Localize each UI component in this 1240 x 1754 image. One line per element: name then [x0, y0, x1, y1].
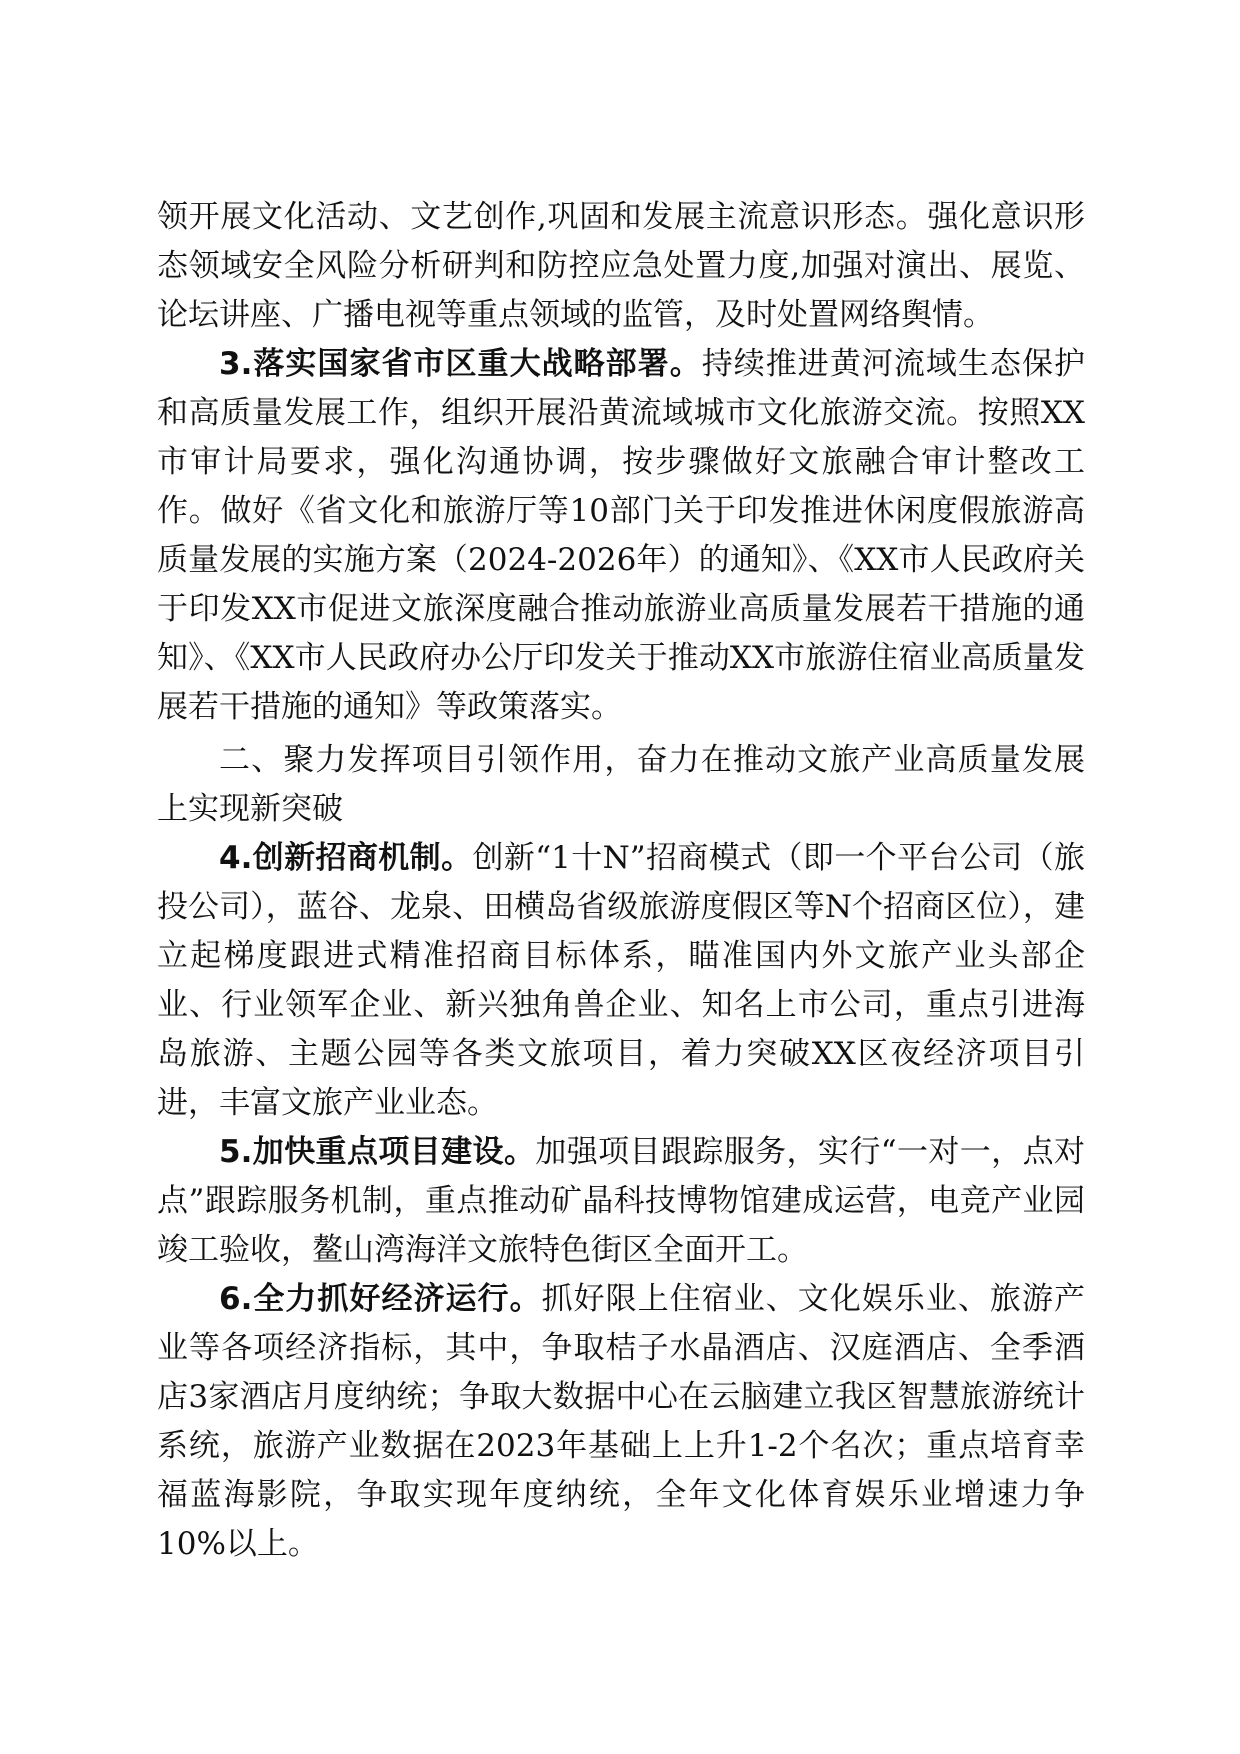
- item-4-body: 创新“1十N”招商模式（即一个平台公司（旅投公司），蓝谷、龙泉、田横岛省级旅游度假区等N个招商区位），建立起梯度跟进式精准招商目标体系，瞄准国内外文旅产业头部企业、行业领军企业、新兴独角兽企业、知名上市公司，重点引进海岛旅游、主题公园等各类文旅项目，着力突破XX区夜经济项目引进，丰富文旅产业业态。: [157, 840, 1085, 1121]
- item-6-paragraph: [157, 1275, 1085, 1569]
- item-5-body: 加强项目跟踪服务，实行“一对一，点对点”跟踪服务机制，重点推动矿晶科技博物馆建成运营，电竞产业园竣工验收，鳌山湾海洋文旅特色街区全面开工。: [157, 1134, 1085, 1268]
- document-page: [157, 193, 1085, 1569]
- item-5-title: 5.加快重点项目建设。: [219, 1134, 536, 1170]
- section-2-heading-text: 二、聚力发挥项目引领作用，奋力在推动文旅产业高质量发展上实现新突破: [157, 742, 1085, 827]
- paragraph-ideology: [157, 193, 1085, 340]
- item-3-paragraph: [157, 340, 1085, 732]
- paragraph-text: 领开展文化活动、文艺创作,巩固和发展主流意识形态。强化意识形态领域安全风险分析研判和防控应急处置力度,加强对演出、展览、论坛讲座、广播电视等重点领域的监管，及时处置网络舆情。: [157, 199, 1085, 333]
- item-3-title: 3.落实国家省市区重大战略部署。: [219, 346, 702, 382]
- item-4-paragraph: [157, 834, 1085, 1128]
- section-2-heading: [157, 736, 1085, 834]
- item-4-title: 4.创新招商机制。: [219, 840, 473, 876]
- item-6-body: 抓好限上住宿业、文化娱乐业、旅游产业等各项经济指标，其中，争取桔子水晶酒店、汉庭酒店、全季酒店3家酒店月度纳统；争取大数据中心在云脑建立我区智慧旅游统计系统，旅游产业数据在2023年基础上上升1-2个名次；重点培育幸福蓝海影院，争取实现年度纳统，全年文化体育娱乐业增速力争10%以上。: [157, 1281, 1085, 1562]
- item-3-body: 持续推进黄河流域生态保护和高质量发展工作，组织开展沿黄流域城市文化旅游交流。按照XX市审计局要求，强化沟通协调，按步骤做好文旅融合审计整改工作。做好《省文化和旅游厅等10部门关于印发推进休闲度假旅游高质量发展的实施方案（2024-2026年）的通知》、《XX市人民政府关于印发XX市促进文旅深度融合推动旅游业高质量发展若干措施的通知》、《XX市人民政府办公厅印发关于推动XX市旅游住宿业高质量发展若干措施的通知》等政策落实。: [157, 346, 1085, 725]
- item-6-title: 6.全力抓好经济运行。: [219, 1281, 542, 1317]
- item-5-paragraph: [157, 1128, 1085, 1275]
